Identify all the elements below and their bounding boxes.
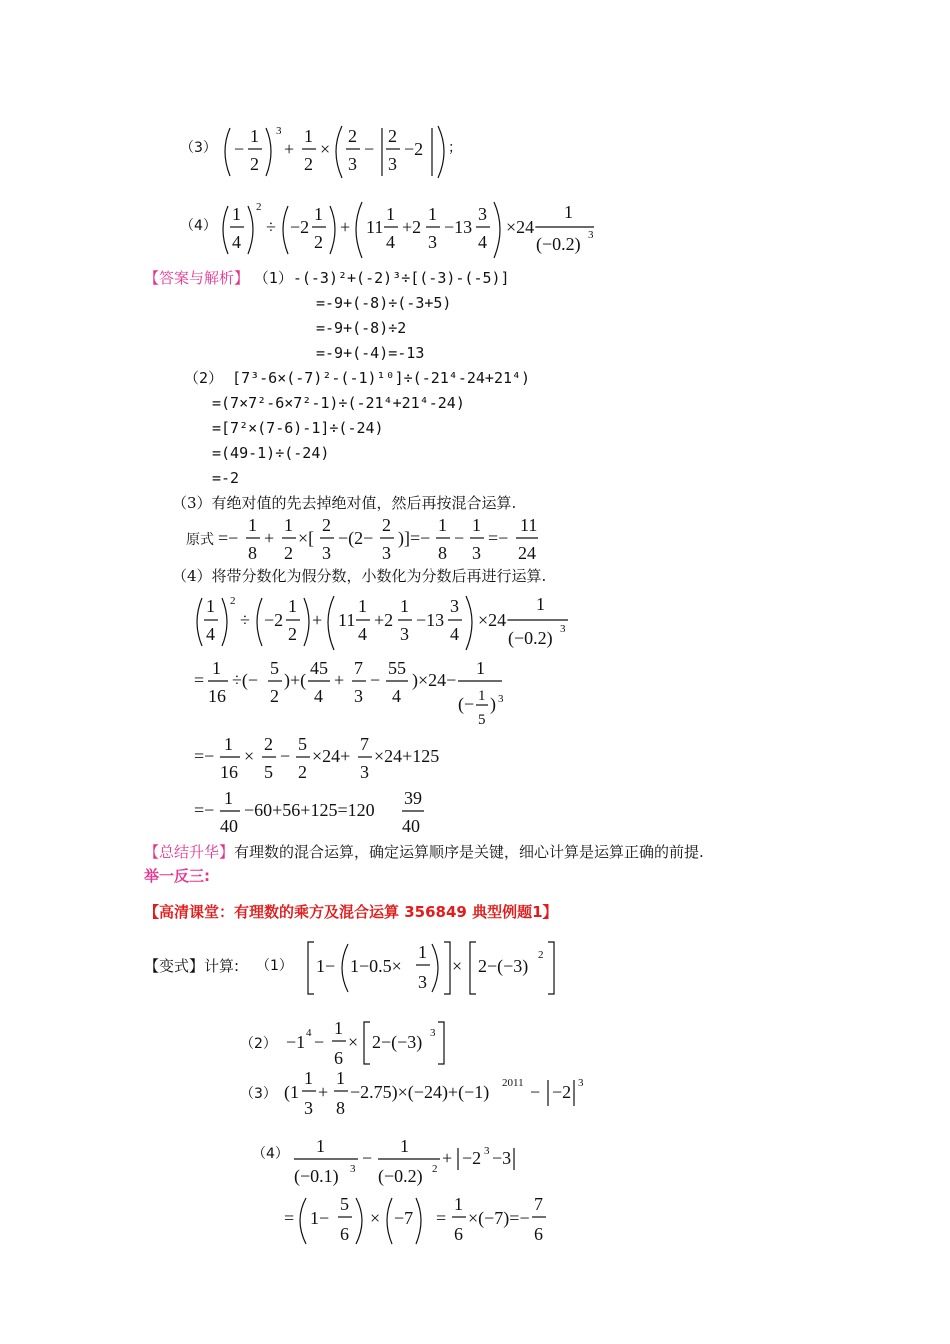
problem-3-semicolon: ； (448, 140, 462, 156)
svg-text:6: 6 (454, 1224, 463, 1244)
svg-text:−: − (454, 528, 465, 548)
svg-text:−60+56+125=120: −60+56+125=120 (244, 800, 375, 820)
svg-text:1−: 1− (316, 956, 336, 976)
variant-4-label: （4） (252, 1146, 289, 1162)
svg-text:7: 7 (360, 734, 369, 754)
svg-text:4: 4 (386, 232, 395, 252)
svg-text:3: 3 (418, 972, 427, 992)
svg-text:+2: +2 (402, 217, 422, 237)
problem-3-label: （3） (180, 140, 217, 156)
svg-text:2011: 2011 (502, 1077, 524, 1089)
variant-1-formula (256, 936, 576, 1000)
svg-text:2: 2 (382, 515, 391, 535)
svg-text:1: 1 (334, 1018, 343, 1038)
svg-text:(−: (− (458, 694, 475, 714)
svg-text:4: 4 (358, 624, 367, 644)
svg-text:×: × (320, 139, 331, 159)
svg-text:3: 3 (388, 154, 397, 174)
svg-text:3: 3 (360, 762, 369, 782)
svg-text:): ) (490, 694, 496, 714)
svg-text:×: × (452, 956, 463, 976)
svg-text:1: 1 (454, 1194, 463, 1214)
svg-text:3: 3 (304, 1098, 313, 1118)
svg-text:(1: (1 (284, 1082, 299, 1102)
svg-text:÷: ÷ (266, 217, 276, 237)
svg-text:×: × (370, 1208, 381, 1228)
svg-text:+: + (442, 1148, 453, 1168)
svg-text:1: 1 (288, 596, 297, 616)
svg-text:=: = (284, 1208, 295, 1228)
svg-text:1: 1 (428, 204, 437, 224)
svg-text:3: 3 (354, 686, 363, 706)
svg-text:−2.75)×(−24)+(−1): −2.75)×(−24)+(−1) (350, 1082, 490, 1102)
svg-text:3: 3 (478, 204, 487, 224)
svg-text:2: 2 (432, 1163, 438, 1175)
svg-text:2−(−3): 2−(−3) (372, 1032, 423, 1052)
svg-text:5: 5 (264, 762, 273, 782)
svg-text:3: 3 (430, 1027, 436, 1039)
svg-text:3: 3 (400, 624, 409, 644)
answer-1-line-1: （1）-(-3)²+(-2)³÷[(-3)-(-5)] (253, 269, 510, 287)
svg-text:×: × (348, 1032, 359, 1052)
svg-text:−2: −2 (264, 610, 284, 630)
answer-1-line-3: =-9+(-8)÷2 (316, 319, 407, 337)
svg-text:1: 1 (386, 204, 395, 224)
svg-text:2: 2 (298, 762, 307, 782)
svg-text:39: 39 (404, 788, 422, 808)
course-reference: 【高清课堂：有理数的乘方及混合运算 356849 典型例题1】 (144, 903, 558, 921)
svg-text:−: − (280, 746, 291, 766)
svg-text:−1: −1 (286, 1032, 306, 1052)
svg-text:2: 2 (250, 154, 259, 174)
summary-line (144, 842, 704, 862)
svg-text:55: 55 (388, 658, 406, 678)
svg-text:8: 8 (336, 1098, 345, 1118)
answer-4-step-1 (190, 592, 590, 656)
svg-text:4: 4 (392, 686, 401, 706)
svg-text:1: 1 (564, 202, 573, 222)
svg-text:1: 1 (304, 126, 313, 146)
svg-text:3: 3 (322, 543, 331, 563)
svg-text:5: 5 (340, 1194, 349, 1214)
summary-text: 有理数的混合运算，确定运算顺序是关键，细心计算是运算正确的前提. (234, 843, 704, 861)
svg-text:−: − (314, 1032, 325, 1052)
svg-text:8: 8 (248, 543, 257, 563)
svg-text:1: 1 (314, 204, 323, 224)
svg-text:16: 16 (220, 762, 238, 782)
svg-text:−: − (364, 139, 375, 159)
svg-text:1−: 1− (310, 1208, 330, 1228)
answer-3-formula (186, 514, 546, 566)
summary-tag: 【总结升华】 (144, 843, 235, 861)
svg-text:+: + (312, 610, 323, 630)
svg-text:3: 3 (348, 154, 357, 174)
variant-2-formula (240, 1014, 480, 1070)
svg-text:2−(−3): 2−(−3) (478, 956, 529, 976)
svg-text:3: 3 (276, 125, 282, 137)
svg-text:1: 1 (224, 788, 233, 808)
svg-text:−: − (234, 139, 245, 159)
svg-text:×24+125: ×24+125 (374, 746, 440, 766)
svg-text:1: 1 (206, 596, 215, 616)
answer-2-line-5: =-2 (212, 469, 240, 487)
svg-text:1: 1 (232, 204, 241, 224)
svg-text:+: + (264, 528, 275, 548)
answer-tag: 【答案与解析】 (144, 269, 250, 287)
problem-4-formula (180, 196, 620, 266)
svg-text:1: 1 (248, 515, 257, 535)
svg-text:−7: −7 (394, 1208, 414, 1228)
svg-text:3: 3 (560, 623, 566, 635)
svg-text:1: 1 (358, 596, 367, 616)
svg-text:4: 4 (206, 624, 215, 644)
svg-text:1: 1 (304, 1068, 313, 1088)
svg-text:1: 1 (418, 942, 427, 962)
practice-heading: 举一反三: (144, 867, 210, 885)
svg-text:16: 16 (208, 686, 226, 706)
svg-text:2: 2 (322, 515, 331, 535)
svg-text:×[: ×[ (298, 528, 315, 548)
svg-text:(−0.2): (−0.2) (378, 1166, 423, 1186)
svg-text:3: 3 (588, 229, 594, 241)
svg-text:1: 1 (400, 596, 409, 616)
answer-2-line-2: =(7×7²-6×7²-1)÷(-21⁴+21⁴-24) (212, 394, 465, 412)
svg-text:3: 3 (428, 232, 437, 252)
svg-text:3: 3 (498, 693, 504, 705)
svg-text:=−: =− (194, 746, 215, 766)
svg-text:1: 1 (284, 515, 293, 535)
variant-3-label: （3） (240, 1086, 277, 1102)
svg-text:4: 4 (314, 686, 323, 706)
svg-text:×: × (244, 746, 255, 766)
variant-calc-label: 计算: (204, 957, 240, 975)
svg-text:1: 1 (438, 515, 447, 535)
problem-4-label: （4） (180, 218, 217, 234)
variant-line (144, 956, 239, 976)
svg-text:(−0.2): (−0.2) (508, 628, 553, 648)
svg-text:(−0.2): (−0.2) (536, 234, 581, 254)
svg-text:2: 2 (270, 686, 279, 706)
svg-text:1−0.5×: 1−0.5× (350, 956, 402, 976)
svg-text:3: 3 (382, 543, 391, 563)
svg-text:−13: −13 (444, 217, 473, 237)
answer-4-step-3 (190, 734, 470, 786)
svg-text:8: 8 (438, 543, 447, 563)
svg-text:×24+: ×24+ (312, 746, 351, 766)
svg-text:−2: −2 (404, 139, 424, 159)
svg-text:−: − (530, 1082, 541, 1102)
variant-tag: 【变式】 (144, 957, 205, 975)
problem-3-formula (180, 118, 480, 188)
svg-text:3: 3 (578, 1077, 584, 1089)
svg-text:(−0.1): (−0.1) (294, 1166, 339, 1186)
svg-text:3: 3 (350, 1163, 356, 1175)
svg-text:×(−7)=−: ×(−7)=− (468, 1208, 530, 1228)
svg-text:−: − (362, 1148, 373, 1168)
variant-4-result (280, 1192, 560, 1248)
svg-text:−2: −2 (552, 1082, 572, 1102)
svg-text:−(2−: −(2− (338, 528, 374, 548)
variant-1-label: （1） (256, 958, 293, 974)
svg-text:2: 2 (304, 154, 313, 174)
svg-text:×24−: ×24− (478, 610, 517, 630)
variant-4-formula (252, 1130, 552, 1190)
answer-2-line-4: =(49-1)÷(-24) (212, 444, 330, 462)
svg-text:40: 40 (220, 816, 238, 836)
svg-text:+: + (340, 217, 351, 237)
svg-text:3: 3 (484, 1145, 490, 1157)
svg-text:1: 1 (476, 658, 485, 678)
svg-text:3: 3 (450, 596, 459, 616)
svg-text:2: 2 (284, 543, 293, 563)
answer-4-step-4 (190, 788, 470, 840)
svg-text:−2: −2 (462, 1148, 482, 1168)
svg-text:1: 1 (212, 658, 221, 678)
svg-text:1: 1 (250, 126, 259, 146)
svg-text:=−: =− (488, 528, 509, 548)
svg-text:2: 2 (538, 949, 544, 961)
svg-text:11: 11 (366, 217, 384, 237)
svg-text:÷(−: ÷(− (232, 670, 259, 690)
svg-text:−: − (370, 670, 381, 690)
svg-text:6: 6 (334, 1048, 343, 1068)
svg-text:+2: +2 (374, 610, 394, 630)
svg-text:4: 4 (478, 232, 487, 252)
svg-text:+: + (284, 139, 295, 159)
variant-3-formula (240, 1066, 620, 1122)
answer-3-text: （3）有绝对值的先去掉绝对值，然后再按混合运算. (172, 494, 517, 512)
svg-text:+: + (318, 1082, 329, 1102)
svg-text:2: 2 (388, 126, 397, 146)
svg-text:1: 1 (478, 688, 486, 704)
svg-text:=: = (436, 1208, 447, 1228)
svg-text:=−: =− (194, 800, 215, 820)
svg-text:+: + (334, 670, 345, 690)
answer-1-line-4: =-9+(-4)=-13 (316, 344, 425, 362)
answer-4-text: （4）将带分数化为假分数，小数化为分数后再进行运算. (172, 567, 547, 585)
svg-text:2: 2 (288, 624, 297, 644)
answer-4-step-2 (190, 660, 530, 730)
svg-text:5: 5 (270, 658, 279, 678)
svg-text:2: 2 (230, 595, 236, 607)
svg-text:×24−: ×24− (506, 217, 545, 237)
svg-text:4: 4 (306, 1027, 312, 1039)
svg-text:1: 1 (316, 1136, 325, 1156)
svg-text:7: 7 (354, 658, 363, 678)
svg-text:7: 7 (534, 1194, 543, 1214)
answer-block-1 (144, 268, 510, 288)
svg-text:40: 40 (402, 816, 420, 836)
svg-text:3: 3 (472, 543, 481, 563)
svg-text:)+(: )+( (284, 670, 307, 690)
svg-text:6: 6 (340, 1224, 349, 1244)
answer-3-prefix: 原式 (186, 532, 214, 548)
svg-text:4: 4 (450, 624, 459, 644)
svg-text:−2: −2 (290, 217, 310, 237)
variant-2-label: （2） (240, 1036, 277, 1052)
svg-text:5: 5 (478, 712, 486, 728)
answer-1-line-2: =-9+(-8)÷(-3+5) (316, 294, 452, 312)
svg-text:−3: −3 (492, 1148, 512, 1168)
svg-text:4: 4 (232, 232, 241, 252)
svg-text:1: 1 (224, 734, 233, 754)
svg-text:24: 24 (518, 543, 536, 563)
answer-2-line-1: （2） [7³-6×(-7)²-(-1)¹⁰]÷(-21⁴-24+21⁴) (184, 369, 531, 387)
svg-text:1: 1 (400, 1136, 409, 1156)
svg-text:=−: =− (218, 528, 239, 548)
answer-2-line-3: =[7²×(7-6)-1]÷(-24) (212, 419, 384, 437)
svg-text:)×24−: )×24− (412, 670, 457, 690)
svg-text:11: 11 (338, 610, 356, 630)
svg-text:=: = (194, 670, 205, 690)
svg-text:1: 1 (472, 515, 481, 535)
svg-text:1: 1 (536, 594, 545, 614)
svg-text:45: 45 (310, 658, 328, 678)
svg-text:2: 2 (348, 126, 357, 146)
svg-text:6: 6 (534, 1224, 543, 1244)
svg-text:÷: ÷ (240, 610, 250, 630)
svg-text:11: 11 (520, 515, 538, 535)
svg-text:)]=−: )]=− (398, 528, 431, 548)
svg-text:−13: −13 (416, 610, 445, 630)
svg-text:1: 1 (336, 1068, 345, 1088)
svg-text:2: 2 (314, 232, 323, 252)
svg-text:5: 5 (298, 734, 307, 754)
svg-text:2: 2 (264, 734, 273, 754)
svg-text:2: 2 (256, 201, 262, 213)
